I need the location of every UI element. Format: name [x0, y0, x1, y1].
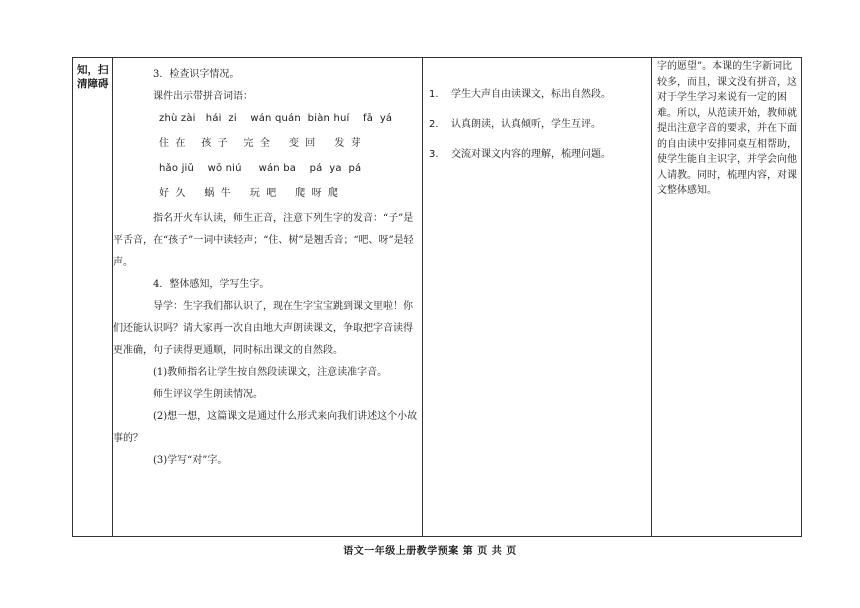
- pronunciation-note: 指名开火车认读，师生正音，注意下列生字的发音：“子”是平舌音，在“孩子”一词中读轻声；“住、树”是翘舌音；“吧、呀”是轻声。: [113, 213, 414, 268]
- guide-paragraph: 导学：生字我们都认识了，现在生字宝宝跳到课文里啦！你们还能认识吗？请大家再一次自由地大声朗读课文，争取把字音读得更准确，句子读得更通顺，同时标出课文的自然段。: [113, 301, 413, 356]
- heading-step-4: 4．整体感知，学写生字。: [153, 279, 270, 290]
- step-2: (2)想一想，这篇课文是通过什么形式来向我们讲述这个小故事的？: [113, 411, 418, 444]
- stage-label: 知，扫清障碍: [77, 64, 109, 90]
- student-activity-item: [429, 148, 645, 162]
- step-1-evaluation: 师生评议学生朗读情况。: [153, 389, 263, 400]
- courseware-intro: 课件出示带拼音词语：: [153, 91, 253, 102]
- student-activity-item: [429, 118, 645, 132]
- student-activity-cell: [423, 58, 652, 537]
- page-footer: 语文一年级上册教学预案 第 页 共 页: [343, 546, 517, 557]
- student-activity-item: [429, 88, 645, 102]
- step-3: (3)学写“对”字。: [153, 455, 228, 466]
- design-intent-text: 字的愿望”。本课的生字新词比较多，而且，课文没有拼音，这对于学生学习来说有一定的困难。所以，从范读开始，教师就提出注意字音的要求，并在下面的自由读中安排同桌互相帮助，使学生能自主识字，并学会向他人请教。同时，梳理内容，对课文整体感知。: [657, 61, 797, 196]
- step-1: (1)教师指名让学生按自然段读课文，注意读准字音。: [153, 367, 388, 378]
- item-number: 2.: [429, 119, 439, 130]
- stage-cell: [73, 58, 113, 537]
- words-row-1: 住 在 孩 子 完 全 变 回 发 芽: [159, 138, 361, 149]
- item-number: 1.: [429, 89, 439, 100]
- design-intent-cell: [652, 58, 802, 537]
- lesson-plan-table: [72, 57, 802, 537]
- item-text: 交流对课文内容的理解，梳理问题。: [451, 149, 611, 160]
- pinyin-row-1: zhù zài hái zi wán quán biàn huí fā yá: [159, 113, 393, 124]
- pinyin-row-2: hǎo jiǔ wō niú wán ba pá ya pá: [159, 163, 362, 174]
- item-number: 3.: [429, 149, 439, 160]
- item-text: 学生大声自由读课文，标出自然段。: [451, 89, 611, 100]
- teaching-process-cell: [113, 58, 423, 537]
- words-row-2: 好 久 蜗 牛 玩 吧 爬 呀 爬: [159, 188, 339, 199]
- item-text: 认真朗读，认真倾听，学生互评。: [451, 119, 601, 130]
- heading-step-3: 3．检查识字情况。: [153, 69, 240, 80]
